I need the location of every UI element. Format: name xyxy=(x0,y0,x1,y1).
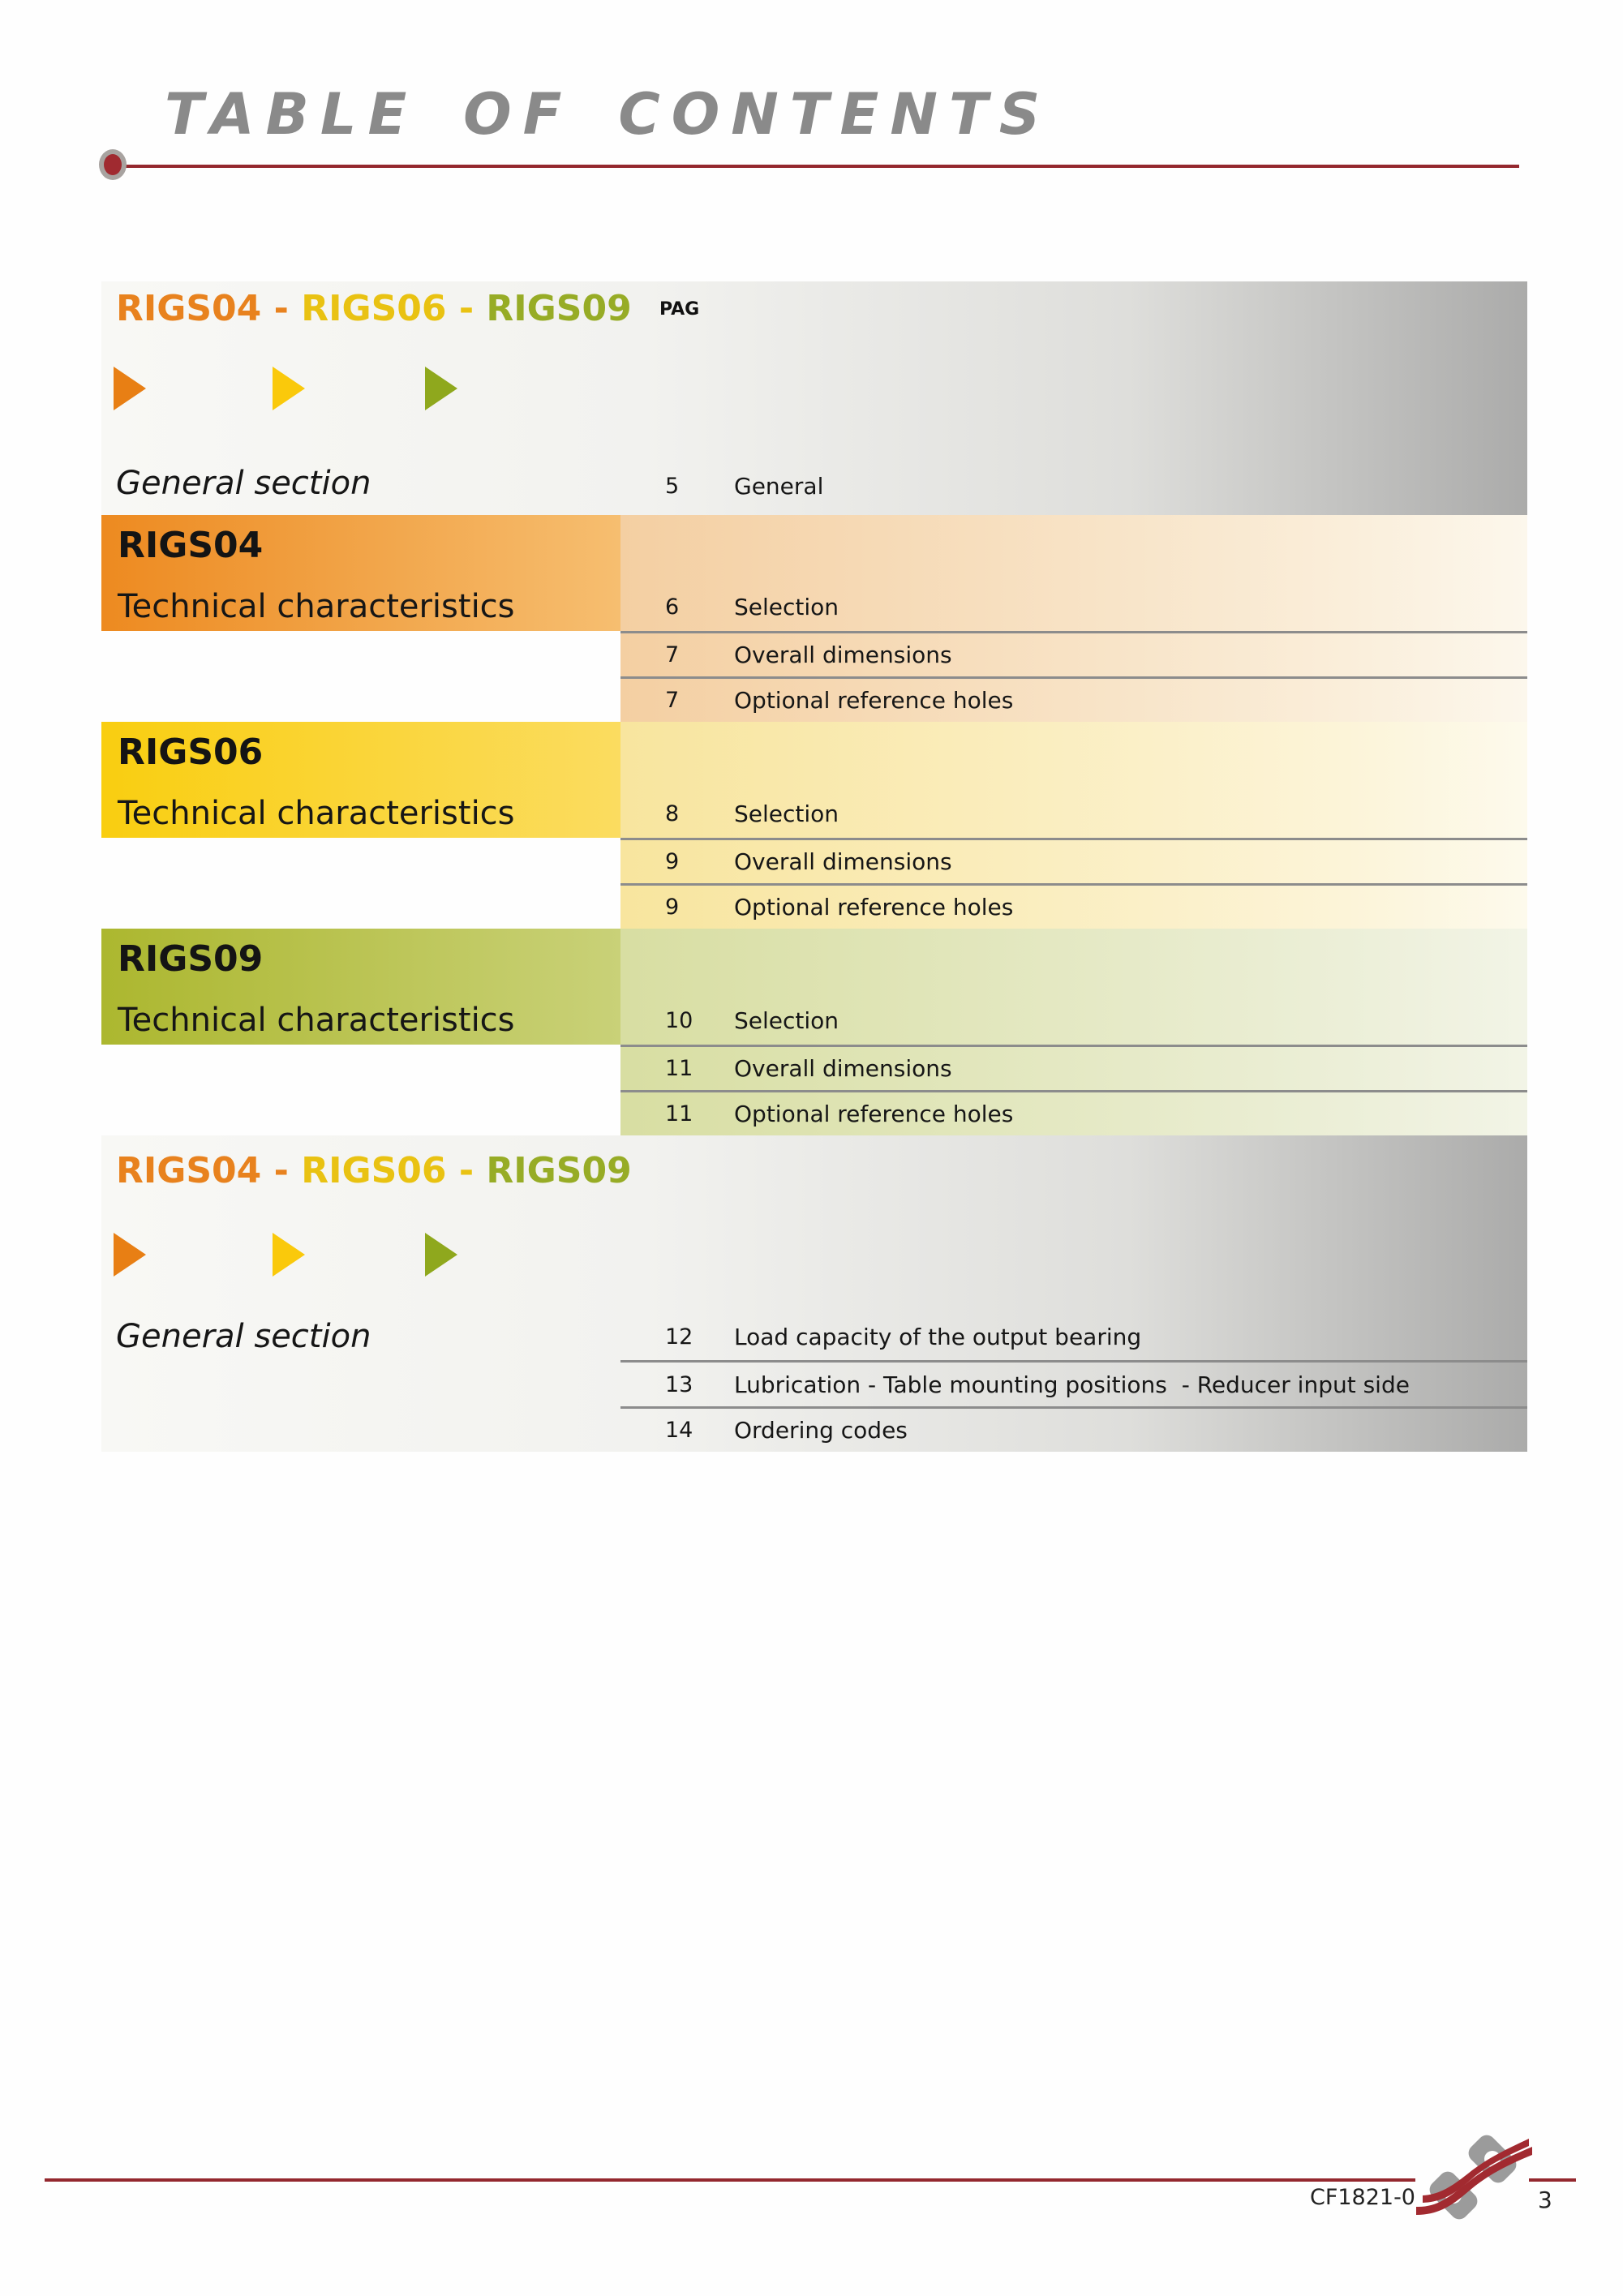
arrow-green-icon xyxy=(425,367,457,410)
toc-row-page-number: 7 xyxy=(665,642,680,667)
heading-dash-2: - xyxy=(446,1150,487,1191)
company-logo-icon xyxy=(1413,2130,1535,2227)
toc-row-label: Ordering codes xyxy=(734,1417,908,1444)
arrow-orange-icon xyxy=(114,367,146,410)
toc-row xyxy=(620,1090,1527,1135)
general-section-block-top xyxy=(101,281,1527,515)
rigs09-code: RIGS09 xyxy=(118,938,264,980)
section-rigs04 xyxy=(101,515,1527,722)
heading-dash-2: - xyxy=(446,288,487,329)
toc-row xyxy=(620,676,1527,722)
arrow-yellow-icon xyxy=(273,1233,305,1277)
rigs06-subtitle: Technical characteristics xyxy=(118,795,515,832)
arrow-green-icon xyxy=(425,1233,457,1277)
toc-row-page-number: 11 xyxy=(665,1056,693,1081)
toc-row-label: Optional reference holes xyxy=(734,687,1014,714)
heading-dash-1: - xyxy=(261,288,302,329)
toc-row-page-number: 8 xyxy=(665,800,680,826)
toc-row-page-number: 5 xyxy=(665,473,680,499)
toc-row-page-number: 12 xyxy=(665,1324,693,1350)
heading-dash-1: - xyxy=(261,1150,302,1191)
page-title: TABLE OF CONTENTS xyxy=(165,81,1052,148)
rigs09-subtitle: Technical characteristics xyxy=(118,1002,515,1039)
toc-row-label: General xyxy=(734,472,824,500)
pag-column-header: PAG xyxy=(659,299,700,320)
title-rule xyxy=(116,165,1519,168)
toc-row-page-number: 14 xyxy=(665,1418,693,1443)
toc-row-label: Overall dimensions xyxy=(734,1055,952,1082)
toc-row-page-number: 11 xyxy=(665,1101,693,1127)
toc-row-label: Overall dimensions xyxy=(734,848,952,875)
heading-rigs09: RIGS09 xyxy=(486,1150,632,1191)
toc-row-page-number: 9 xyxy=(665,849,680,874)
toc-row-label: Overall dimensions xyxy=(734,642,952,668)
general-section-block-bottom xyxy=(101,1135,1527,1452)
heading-rigs04: RIGS04 xyxy=(116,1150,262,1191)
toc-row xyxy=(620,584,1527,629)
heading-rigs06: RIGS06 xyxy=(301,1150,447,1191)
heading-rigs04: RIGS04 xyxy=(116,288,262,329)
toc-row-page-number: 13 xyxy=(665,1371,693,1397)
footer-rule-left xyxy=(45,2178,1415,2182)
toc-row-label: Selection xyxy=(734,593,839,620)
toc-row-label: Load capacity of the output bearing xyxy=(734,1324,1142,1350)
group-heading xyxy=(116,1150,632,1191)
document-code: CF1821-0 xyxy=(1309,2185,1415,2210)
footer-rule-right xyxy=(1529,2178,1576,2182)
toc-row xyxy=(620,1045,1527,1090)
toc-row-general xyxy=(620,463,1527,509)
toc-row xyxy=(620,838,1527,883)
toc-row-label: Optional reference holes xyxy=(734,1101,1014,1127)
toc-row xyxy=(620,791,1527,836)
heading-rigs09: RIGS09 xyxy=(486,288,632,329)
arrow-yellow-icon xyxy=(273,367,305,410)
toc-row xyxy=(620,631,1527,676)
section-rigs09 xyxy=(101,929,1527,1135)
toc-row-page-number: 9 xyxy=(665,895,680,920)
rigs04-code: RIGS04 xyxy=(118,525,264,566)
section-rigs06 xyxy=(101,722,1527,929)
group-heading xyxy=(116,288,632,329)
toc-row-page-number: 10 xyxy=(665,1007,693,1033)
toc-row-page-number: 7 xyxy=(665,688,680,713)
toc-row xyxy=(620,1314,1527,1360)
arrow-orange-icon xyxy=(114,1233,146,1277)
toc-row-label: Selection xyxy=(734,1006,839,1034)
general-section-label: General section xyxy=(116,465,371,502)
toc-row xyxy=(620,998,1527,1043)
toc-row xyxy=(620,1360,1527,1406)
toc-row xyxy=(620,1406,1527,1452)
heading-rigs06: RIGS06 xyxy=(301,288,447,329)
toc-row-label: Optional reference holes xyxy=(734,894,1014,921)
title-bullet-icon xyxy=(99,149,127,180)
toc-row-label: Lubrication - Table mounting positions - Reducer input side xyxy=(734,1371,1410,1398)
page-number: 3 xyxy=(1538,2187,1552,2213)
toc-row xyxy=(620,883,1527,929)
toc-row-page-number: 6 xyxy=(665,594,680,620)
toc-row-label: Selection xyxy=(734,800,839,827)
general-section-label: General section xyxy=(116,1318,371,1355)
rigs06-code: RIGS06 xyxy=(118,732,264,773)
rigs04-subtitle: Technical characteristics xyxy=(118,588,515,625)
